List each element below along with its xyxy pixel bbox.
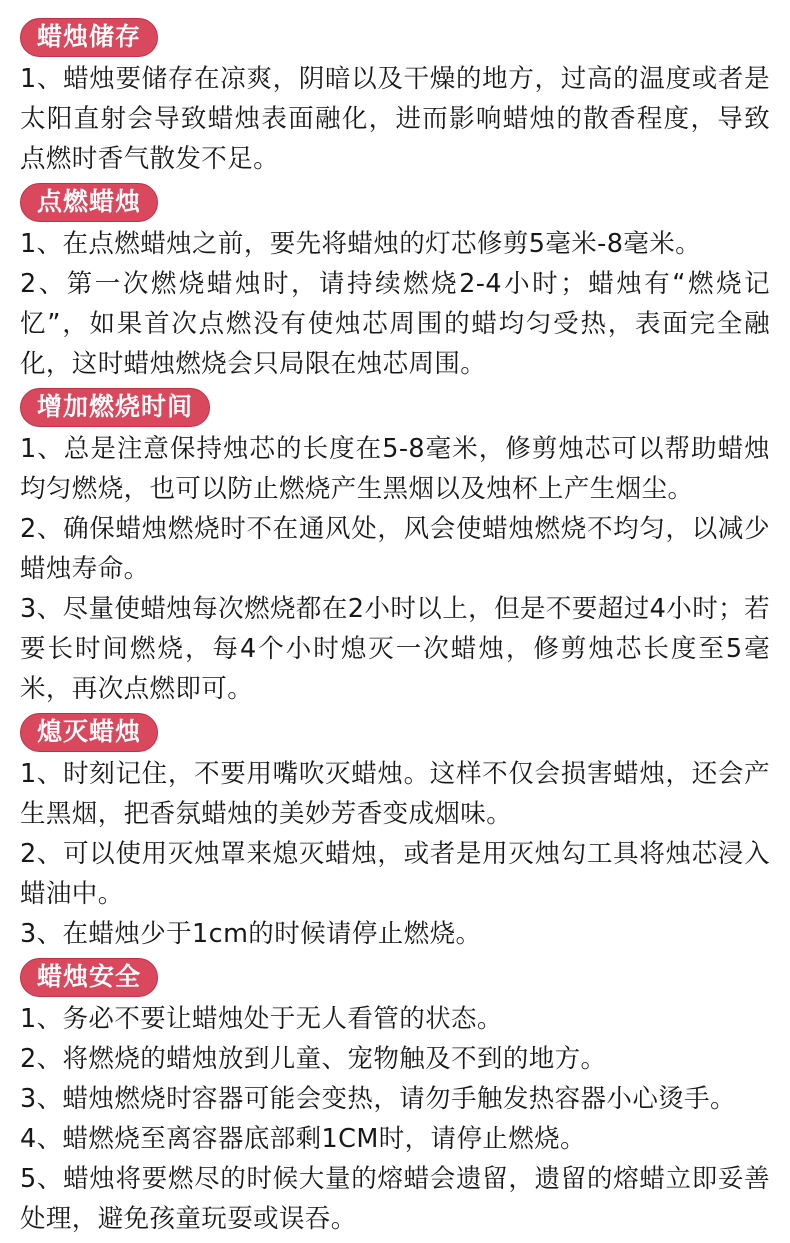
- list-item: 3、尽量使蜡烛每次燃烧都在2小时以上，但是不要超过4小时；若要长时间燃烧，每4个小时熄灭一次蜡烛，修剪烛芯长度至5毫米，再次点燃即可。: [20, 594, 770, 704]
- list-item: 4、蜡燃烧至离容器底部剩1CM时，请停止燃烧。: [20, 1124, 586, 1154]
- section-heading-badge-candle-safety: 蜡烛安全: [20, 958, 158, 997]
- section-candle-safety: [18, 958, 776, 1239]
- section-increase-burn-time: [18, 388, 776, 709]
- section-heading-row-increase-burn-time: [20, 388, 776, 427]
- list-item: 1、总是注意保持烛芯的长度在5-8毫米，修剪烛芯可以帮助蜡烛均匀燃烧，也可以防止燃烧产生黑烟以及烛杯上产生烟尘。: [20, 434, 770, 504]
- list-item: 2、将燃烧的蜡烛放到儿童、宠物触及不到的地方。: [20, 1044, 607, 1074]
- section-heading-badge-extinguish-candle: 熄灭蜡烛: [20, 713, 158, 752]
- list-item: 1、时刻记住，不要用嘴吹灭蜡烛。这样不仅会损害蜡烛，还会产生黑烟，把香氛蜡烛的美妙芳香变成烟味。: [20, 759, 770, 829]
- list-item: 5、蜡烛将要燃尽的时候大量的熔蜡会遗留，遗留的熔蜡立即妥善处理，避免孩童玩耍或误吞。: [20, 1164, 770, 1234]
- section-extinguish-candle: [18, 713, 776, 954]
- section-heading-row-candle-storage: [20, 18, 776, 57]
- section-lighting-candle: [18, 183, 776, 384]
- section-candle-storage: [18, 18, 776, 179]
- section-heading-row-lighting-candle: [20, 183, 776, 222]
- section-heading-badge-increase-burn-time: 增加燃烧时间: [20, 388, 210, 427]
- list-item: 1、在点燃蜡烛之前，要先将蜡烛的灯芯修剪5毫米-8毫米。: [20, 229, 702, 259]
- list-item: 2、确保蜡烛燃烧时不在通风处，风会使蜡烛燃烧不均匀，以减少蜡烛寿命。: [20, 514, 770, 584]
- section-heading-row-candle-safety: [20, 958, 776, 997]
- list-item: 1、务必不要让蜡烛处于无人看管的状态。: [20, 1004, 503, 1034]
- list-item: 2、可以使用灭烛罩来熄灭蜡烛，或者是用灭烛勾工具将烛芯浸入蜡油中。: [20, 839, 770, 909]
- list-item: 1、蜡烛要储存在凉爽，阴暗以及干燥的地方，过高的温度或者是太阳直射会导致蜡烛表面融化，进而影响蜡烛的散香程度，导致点燃时香气散发不足。: [20, 64, 770, 174]
- section-heading-badge-lighting-candle: 点燃蜡烛: [20, 183, 158, 222]
- section-heading-badge-candle-storage: 蜡烛储存: [20, 18, 158, 57]
- list-item: 3、在蜡烛少于1cm的时候请停止燃烧。: [20, 919, 482, 949]
- list-item: 3、蜡烛燃烧时容器可能会变热，请勿手触发热容器小心烫手。: [20, 1084, 736, 1114]
- section-heading-row-extinguish-candle: [20, 713, 776, 752]
- list-item: 2、第一次燃烧蜡烛时，请持续燃烧2-4小时；蜡烛有“燃烧记忆”，如果首次点燃没有使烛芯周围的蜡均匀受热，表面完全融化，这时蜡烛燃烧会只局限在烛芯周围。: [20, 269, 770, 379]
